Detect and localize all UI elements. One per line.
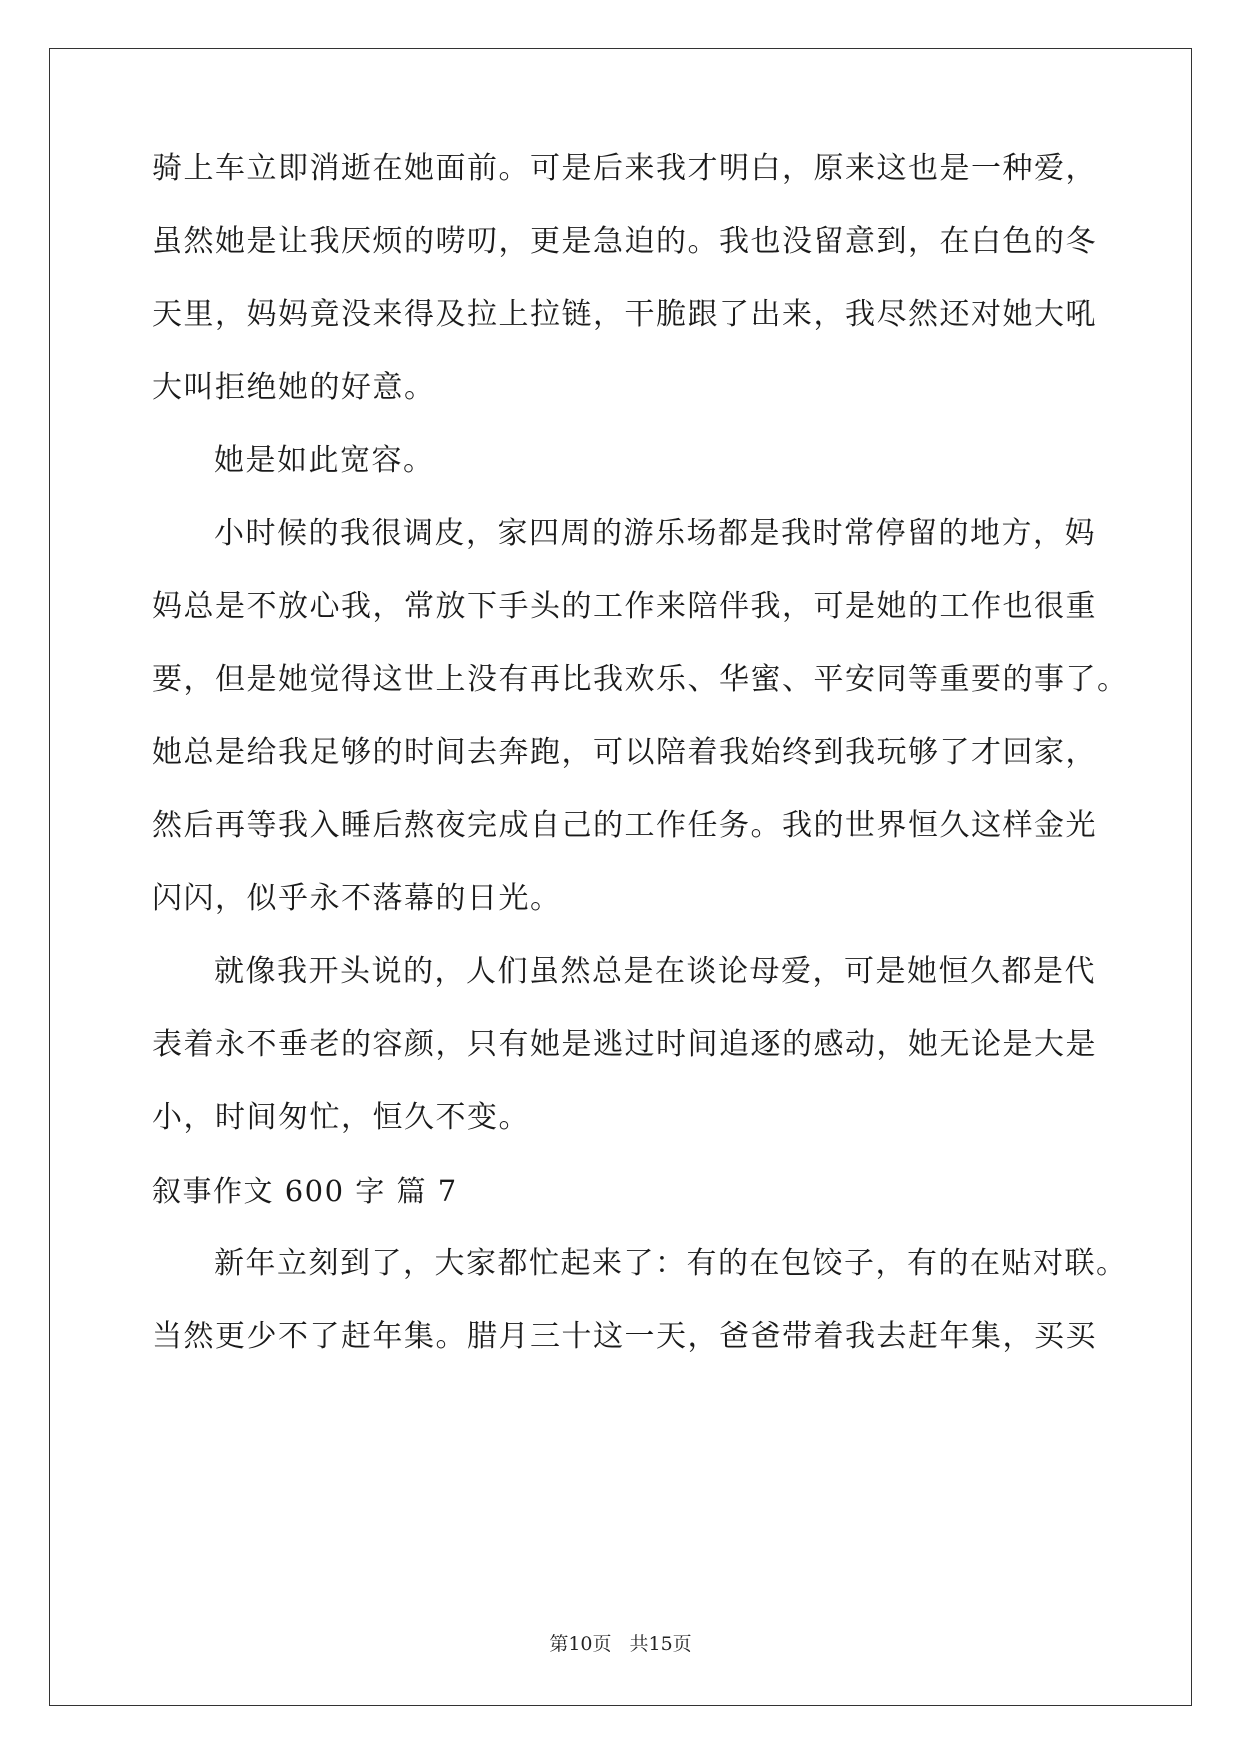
- text-line: 闪闪，似乎永不落幕的日光。: [152, 881, 562, 916]
- text-line: 天里，妈妈竟没来得及拉上拉链，干脆跟了出来，我尽然还对她大吼: [152, 297, 1097, 332]
- text-line: 妈总是不放心我，常放下手头的工作来陪伴我，可是她的工作也很重: [152, 589, 1097, 624]
- paragraph-line: 她是如此宽容。: [214, 443, 435, 478]
- paragraph-line: 就像我开头说的，人们虽然总是在谈论母爱，可是她恒久都是代: [214, 954, 1096, 989]
- paragraph-line: 新年立刻到了，大家都忙起来了：有的在包饺子，有的在贴对联。: [214, 1246, 1128, 1281]
- text-line: 当然更少不了赶年集。腊月三十这一天，爸爸带着我去赶年集，买买: [152, 1319, 1097, 1354]
- text-line: 虽然她是让我厌烦的唠叨，更是急迫的。我也没留意到，在白色的冬: [152, 224, 1097, 259]
- page-total: 共15页: [629, 1633, 692, 1655]
- page-footer: [0, 1632, 1241, 1656]
- text-line: 骑上车立即消逝在她面前。可是后来我才明白，原来这也是一种爱，: [152, 151, 1097, 186]
- text-line: 要，但是她觉得这世上没有再比我欢乐、华蜜、平安同等重要的事了。: [152, 662, 1129, 697]
- text-line: 表着永不垂老的容颜，只有她是逃过时间追逐的感动，她无论是大是: [152, 1027, 1097, 1062]
- section-heading: 叙事作文 600 字 篇 7: [152, 1174, 458, 1208]
- text-line: 然后再等我入睡后熬夜完成自己的工作任务。我的世界恒久这样金光: [152, 808, 1097, 843]
- paragraph-line: 小时候的我很调皮，家四周的游乐场都是我时常停留的地方，妈: [214, 516, 1096, 551]
- text-line: 她总是给我足够的时间去奔跑，可以陪着我始终到我玩够了才回家，: [152, 735, 1097, 770]
- page-number: 第10页: [549, 1633, 612, 1655]
- text-line: 大叫拒绝她的好意。: [152, 370, 436, 405]
- text-line: 小，时间匆忙，恒久不变。: [152, 1100, 530, 1135]
